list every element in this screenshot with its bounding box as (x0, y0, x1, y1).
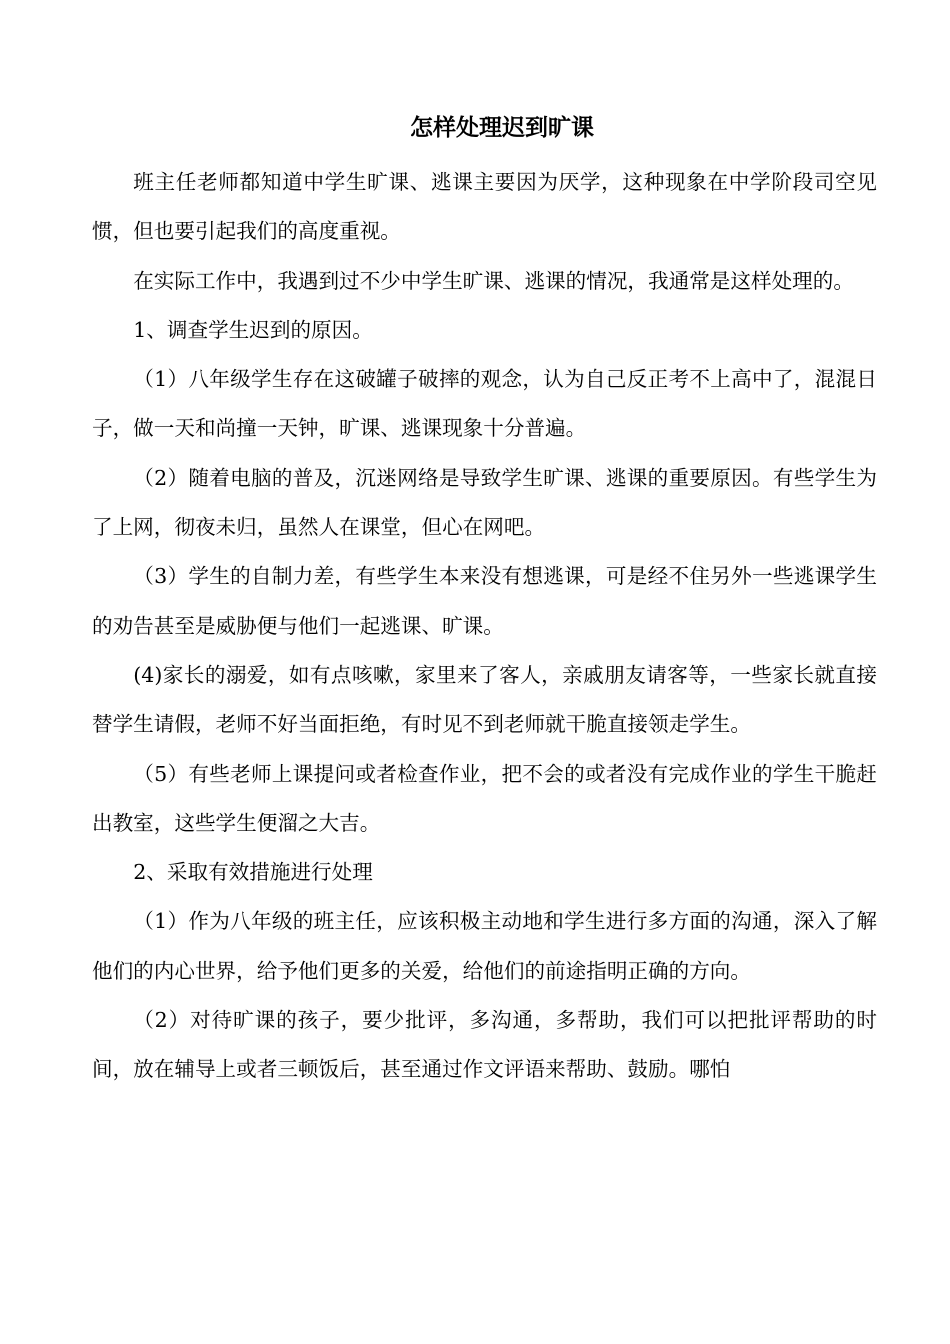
paragraph-measure-1: （1）作为八年级的班主任，应该积极主动地和学生进行多方面的沟通，深入了解他们的内心世界，给予他们更多的关爱，给他们的前途指明正确的方向。 (92, 909, 877, 983)
paragraph-measure-2: （2）对待旷课的孩子，要少批评，多沟通，多帮助，我们可以把批评帮助的时间，放在辅导上或者三顿饭后，甚至通过作文评语来帮助、鼓励。哪怕 (92, 1008, 877, 1082)
document-body (92, 158, 877, 1095)
paragraph-cause-5: （5）有些老师上课提问或者检查作业，把不会的或者没有完成作业的学生干脆赶出教室，这些学生便溜之大吉。 (92, 761, 877, 835)
paragraph-intro: 班主任老师都知道中学生旷课、逃课主要因为厌学，这种现象在中学阶段司空见惯，但也要引起我们的高度重视。 (92, 170, 877, 244)
paragraph-cause-3: （3）学生的自制力差，有些学生本来没有想逃课，可是经不住另外一些逃课学生的劝告甚至是威胁便与他们一起逃课、旷课。 (92, 564, 877, 638)
section-heading-causes: 1、调查学生迟到的原因。 (133, 317, 373, 342)
paragraph-practice: 在实际工作中，我遇到过不少中学生旷课、逃课的情况，我通常是这样处理的。 (133, 268, 854, 293)
section-heading-measures: 2、采取有效措施进行处理 (133, 860, 373, 885)
document-title: 怎样处理迟到旷课 (410, 114, 594, 141)
paragraph-cause-1: （1）八年级学生存在这破罐子破摔的观念，认为自己反正考不上高中了，混混日子，做一天和尚撞一天钟，旷课、逃课现象十分普遍。 (92, 367, 877, 441)
paragraph-cause-2: （2）随着电脑的普及，沉迷网络是导致学生旷课、逃课的重要原因。有些学生为了上网，彻夜未归，虽然人在课堂，但心在网吧。 (92, 465, 877, 540)
paragraph-cause-4: (4)家长的溺爱，如有点咳嗽，家里来了客人，亲戚朋友请客等，一些家长就直接替学生请假，老师不好当面拒绝，有时见不到老师就干脆直接领走学生。 (92, 662, 877, 737)
